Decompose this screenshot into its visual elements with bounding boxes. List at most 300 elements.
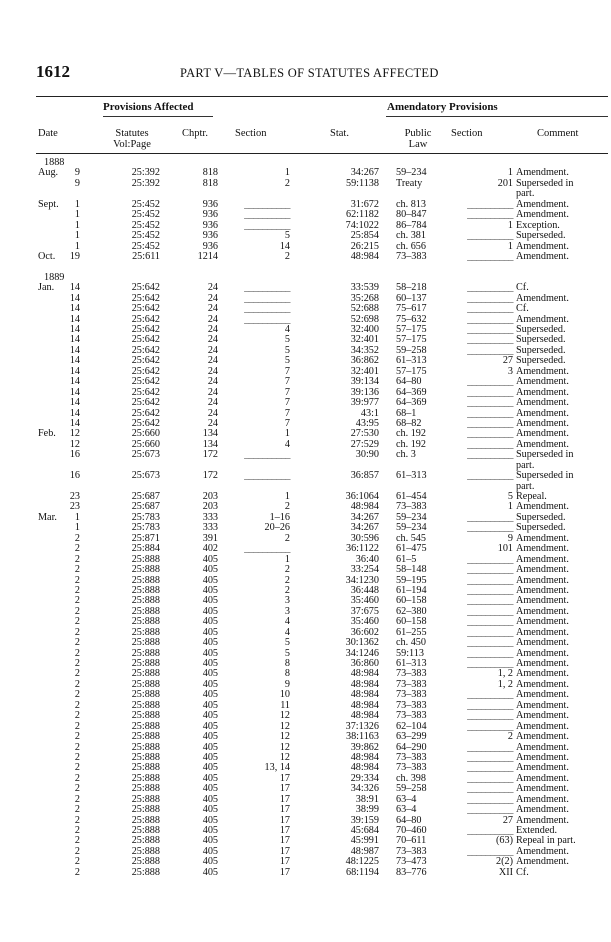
chapter-cell: 24 bbox=[207, 417, 218, 429]
section-cell: 7 bbox=[284, 417, 290, 429]
public-law-cell: 73–383 bbox=[396, 710, 427, 722]
month-cell: Sept. bbox=[38, 198, 59, 210]
stat-cell: 43:1 bbox=[360, 407, 379, 419]
section2-cell: __________ bbox=[467, 250, 513, 262]
comment-cell: Amendment. bbox=[516, 501, 569, 513]
table-row bbox=[0, 231, 611, 241]
section-cell: 11 bbox=[280, 699, 290, 711]
comment-cell: Amendment. bbox=[516, 376, 569, 388]
comment-cell: Amendment. bbox=[516, 658, 569, 669]
statutes-cell: 25:642 bbox=[131, 303, 160, 315]
col-public-law-label: Public bbox=[404, 128, 432, 139]
statutes-cell: 25:888 bbox=[131, 699, 160, 711]
section-cell: 17 bbox=[279, 856, 290, 868]
comment-cell: Amendment. bbox=[516, 626, 569, 638]
section-cell: __________ bbox=[244, 449, 290, 461]
day-cell: 9 bbox=[74, 167, 80, 179]
stat-cell: 48:984 bbox=[350, 751, 379, 763]
section2-cell: 27 bbox=[502, 814, 513, 826]
section2-cell: __________ bbox=[467, 689, 513, 701]
comment-cell: Superseded in bbox=[516, 449, 574, 461]
chapter-cell: 402 bbox=[202, 543, 218, 555]
section2-cell: __________ bbox=[467, 595, 513, 607]
comment-cell: Amendment. bbox=[516, 845, 569, 857]
col-stat: Stat. bbox=[330, 128, 349, 139]
section-cell: 3 bbox=[284, 595, 290, 607]
statutes-cell: 25:642 bbox=[131, 397, 160, 409]
day-cell: 2 bbox=[74, 678, 80, 690]
section-cell: 17 bbox=[279, 793, 290, 805]
statutes-table-body bbox=[0, 158, 611, 878]
section-cell: 3 bbox=[284, 605, 290, 617]
statutes-cell: 25:888 bbox=[131, 658, 160, 669]
statutes-cell: 25:888 bbox=[131, 574, 160, 586]
comment-cell: Amendment. bbox=[516, 250, 569, 262]
section2-cell: __________ bbox=[467, 647, 513, 659]
section-cell: 4 bbox=[284, 626, 290, 638]
section-cell: 7 bbox=[284, 365, 290, 377]
section-cell: __________ bbox=[244, 303, 290, 315]
day-cell: 2 bbox=[74, 710, 80, 722]
chapter-cell: 203 bbox=[202, 491, 218, 502]
public-law-cell: ch. 192 bbox=[396, 428, 426, 440]
section2-cell: __________ bbox=[467, 303, 513, 315]
section-cell: 1 bbox=[284, 553, 290, 565]
section2-cell: 2 bbox=[507, 731, 513, 743]
public-law-cell: 75–632 bbox=[396, 313, 427, 325]
day-cell: 2 bbox=[74, 626, 80, 638]
section2-cell: __________ bbox=[467, 438, 513, 450]
comment-cell: Amendment. bbox=[516, 731, 569, 743]
day-cell: 14 bbox=[69, 407, 80, 419]
section-cell: 2 bbox=[284, 532, 290, 544]
public-law-cell: 60–158 bbox=[396, 595, 427, 607]
section2-cell: 1, 2 bbox=[497, 668, 513, 680]
stat-cell: 43:95 bbox=[355, 417, 379, 429]
comment-cell: Amendment. bbox=[516, 710, 569, 722]
statutes-cell: 25:888 bbox=[131, 678, 160, 690]
day-cell: 2 bbox=[74, 772, 80, 784]
comment-cell: Amendment. bbox=[516, 772, 569, 784]
section2-cell: 1 bbox=[507, 501, 513, 513]
public-law-cell: 61–255 bbox=[396, 626, 427, 638]
public-law-cell: 60–137 bbox=[396, 292, 427, 304]
day-cell: 1 bbox=[74, 230, 80, 242]
day-cell: 14 bbox=[69, 303, 80, 315]
section2-cell: __________ bbox=[467, 522, 513, 534]
stat-cell: 48:984 bbox=[350, 668, 379, 680]
chapter-cell: 405 bbox=[202, 637, 218, 649]
table-row bbox=[0, 304, 611, 314]
public-law-cell: 61–5 bbox=[396, 553, 417, 565]
comment-cell: Amendment. bbox=[516, 209, 569, 221]
stat-cell: 37:1326 bbox=[345, 720, 379, 732]
stat-cell: 39:159 bbox=[350, 814, 379, 826]
section2-cell: __________ bbox=[467, 209, 513, 221]
comment-cell: Amendment. bbox=[516, 553, 569, 565]
comment-cell: Superseded. bbox=[516, 324, 566, 335]
comment-cell: Superseded. bbox=[516, 355, 566, 367]
comment-cell: Amendment. bbox=[516, 532, 569, 544]
statutes-cell: 25:673 bbox=[131, 449, 160, 461]
section2-cell: (63) bbox=[496, 835, 513, 847]
statutes-cell: 25:888 bbox=[131, 741, 160, 753]
public-law-cell: 63–4 bbox=[396, 804, 417, 816]
chapter-cell: 936 bbox=[202, 209, 218, 221]
month-cell: Feb. bbox=[38, 428, 56, 440]
public-law-cell: 61–313 bbox=[396, 355, 427, 367]
day-cell: 2 bbox=[74, 825, 80, 836]
section2-cell: __________ bbox=[467, 584, 513, 596]
day-cell: 14 bbox=[69, 324, 80, 335]
chapter-cell: 405 bbox=[202, 783, 218, 795]
statutes-cell: 25:687 bbox=[131, 501, 160, 513]
public-law-cell: 68–82 bbox=[396, 417, 422, 429]
chapter-cell: 405 bbox=[202, 762, 218, 774]
public-law-cell: 73–383 bbox=[396, 689, 427, 701]
section-cell: 2 bbox=[284, 584, 290, 596]
section-cell: 12 bbox=[279, 720, 290, 732]
day-cell: 2 bbox=[74, 793, 80, 805]
day-cell: 12 bbox=[69, 438, 80, 450]
stat-cell: 32:400 bbox=[350, 324, 379, 335]
section2-cell: 1 bbox=[507, 240, 513, 252]
public-law-cell: 83–776 bbox=[396, 866, 427, 878]
table-row bbox=[0, 638, 611, 648]
col-statutes-label: Statutes bbox=[115, 128, 149, 139]
chapter-cell: 405 bbox=[202, 772, 218, 784]
stat-cell: 36:1122 bbox=[345, 543, 379, 555]
section2-cell: __________ bbox=[467, 470, 513, 482]
statutes-cell: 25:642 bbox=[131, 282, 160, 294]
stat-cell: 33:254 bbox=[350, 564, 379, 576]
day-cell: 14 bbox=[69, 292, 80, 304]
chapter-cell: 24 bbox=[207, 397, 218, 409]
public-law-cell: 73–383 bbox=[396, 845, 427, 857]
public-law-cell: 58–218 bbox=[396, 282, 427, 294]
statutes-cell: 25:888 bbox=[131, 595, 160, 607]
chapter-cell: 405 bbox=[202, 856, 218, 868]
day-cell: 2 bbox=[74, 543, 80, 555]
statutes-cell: 25:884 bbox=[131, 543, 160, 555]
chapter-cell: 405 bbox=[202, 731, 218, 743]
comment-cell: Amendment. bbox=[516, 407, 569, 419]
public-law-cell: 73–383 bbox=[396, 751, 427, 763]
day-cell: 14 bbox=[69, 417, 80, 429]
col-public-law bbox=[398, 128, 438, 150]
section2-cell: __________ bbox=[467, 720, 513, 732]
comment-cell: Amendment. bbox=[516, 167, 569, 179]
section-cell: 13, 14 bbox=[264, 762, 290, 774]
comment-cell: Amendment. bbox=[516, 198, 569, 210]
stat-cell: 34:267 bbox=[350, 167, 379, 179]
comment-cell: Amendment. bbox=[516, 564, 569, 576]
stat-cell: 39:977 bbox=[350, 397, 379, 409]
statutes-cell: 25:888 bbox=[131, 731, 160, 743]
day-cell: 1 bbox=[74, 209, 80, 221]
comment-cell: Amendment. bbox=[516, 605, 569, 617]
stat-cell: 27:530 bbox=[350, 428, 379, 440]
page-title: PART V—TABLES OF STATUTES AFFECTED bbox=[180, 66, 439, 80]
comment-cell: Cf. bbox=[516, 282, 529, 294]
chapter-cell: 24 bbox=[207, 365, 218, 377]
stat-cell: 36:40 bbox=[355, 553, 379, 565]
section-cell: 4 bbox=[284, 616, 290, 628]
section2-cell: __________ bbox=[467, 783, 513, 795]
stat-cell: 36:448 bbox=[350, 584, 379, 596]
stat-cell: 30:90 bbox=[355, 449, 379, 461]
statutes-cell: 25:888 bbox=[131, 825, 160, 836]
public-law-cell: 73–383 bbox=[396, 250, 427, 262]
comment-cell: Superseded. bbox=[516, 344, 566, 356]
day-cell: 14 bbox=[69, 334, 80, 346]
section2-cell: __________ bbox=[467, 397, 513, 409]
public-law-cell: 59–258 bbox=[396, 783, 427, 795]
comment-cell: Amendment. bbox=[516, 637, 569, 649]
chapter-cell: 391 bbox=[202, 532, 218, 544]
chapter-cell: 405 bbox=[202, 647, 218, 659]
section-cell: __________ bbox=[244, 313, 290, 325]
public-law-cell: ch. 656 bbox=[396, 240, 426, 252]
stat-cell: 39:136 bbox=[350, 386, 379, 398]
day-cell: 2 bbox=[74, 616, 80, 628]
section-cell: 17 bbox=[279, 835, 290, 847]
day-cell: 14 bbox=[69, 282, 80, 294]
public-law-cell: 57–175 bbox=[396, 365, 427, 377]
chapter-cell: 24 bbox=[207, 407, 218, 419]
statutes-cell: 25:888 bbox=[131, 845, 160, 857]
section2-cell: __________ bbox=[467, 741, 513, 753]
stat-cell: 36:862 bbox=[350, 355, 379, 367]
comment-cell: Amendment. bbox=[516, 438, 569, 450]
table-row bbox=[0, 805, 611, 815]
chapter-cell: 405 bbox=[202, 825, 218, 836]
section2-cell: __________ bbox=[467, 616, 513, 628]
comment-cell: Superseded. bbox=[516, 511, 566, 523]
public-law-cell: 61–454 bbox=[396, 491, 427, 502]
section2-cell: __________ bbox=[467, 637, 513, 649]
section2-cell: __________ bbox=[467, 198, 513, 210]
stat-cell: 39:862 bbox=[350, 741, 379, 753]
section2-cell: __________ bbox=[467, 626, 513, 638]
stat-cell: 34:1230 bbox=[345, 574, 379, 586]
comment-cell: Repeal in part. bbox=[516, 835, 576, 847]
section2-cell: __________ bbox=[467, 772, 513, 784]
public-law-cell: 59–234 bbox=[396, 522, 427, 534]
section-cell: 7 bbox=[284, 397, 290, 409]
section2-cell: __________ bbox=[467, 334, 513, 346]
section-cell: 4 bbox=[284, 438, 290, 450]
stat-cell: 25:854 bbox=[350, 230, 379, 242]
stat-cell: 31:672 bbox=[350, 198, 379, 210]
public-law-cell: 61–475 bbox=[396, 543, 427, 555]
stat-cell: 48:987 bbox=[350, 845, 379, 857]
statutes-cell: 25:871 bbox=[131, 532, 160, 544]
comment-cell: Amendment. bbox=[516, 365, 569, 377]
public-law-cell: 64–80 bbox=[396, 376, 422, 388]
day-cell: 1 bbox=[74, 511, 80, 523]
public-law-cell: 57–175 bbox=[396, 334, 427, 346]
section2-cell: __________ bbox=[467, 825, 513, 836]
day-cell: 2 bbox=[74, 658, 80, 669]
month-cell: Aug. bbox=[38, 167, 59, 179]
section-cell: 5 bbox=[284, 230, 290, 242]
public-law-cell: 75–617 bbox=[396, 303, 427, 315]
comment-cell: Amendment. bbox=[516, 804, 569, 816]
stat-cell: 34:326 bbox=[350, 783, 379, 795]
chapter-cell: 405 bbox=[202, 678, 218, 690]
comment-cell: Amendment. bbox=[516, 397, 569, 409]
col-statutes-sub: Vol:Page bbox=[113, 139, 151, 150]
section2-cell: __________ bbox=[467, 313, 513, 325]
comment-cell: Amendment. bbox=[516, 240, 569, 252]
stat-cell: 48:984 bbox=[350, 699, 379, 711]
day-cell: 2 bbox=[74, 845, 80, 857]
section2-cell: __________ bbox=[467, 762, 513, 774]
table-row bbox=[0, 565, 611, 575]
public-law-cell: Treaty bbox=[396, 177, 423, 189]
statutes-cell: 25:888 bbox=[131, 751, 160, 763]
section2-cell: __________ bbox=[467, 344, 513, 356]
statutes-cell: 25:392 bbox=[131, 167, 160, 179]
stat-cell: 68:1194 bbox=[345, 866, 379, 878]
stat-cell: 26:215 bbox=[350, 240, 379, 252]
day-cell: 23 bbox=[69, 491, 80, 502]
comment-cell: Amendment. bbox=[516, 386, 569, 398]
statutes-cell: 25:888 bbox=[131, 564, 160, 576]
stat-cell: 36:602 bbox=[350, 626, 379, 638]
col-date: Date bbox=[38, 128, 58, 139]
comment-cell: Amendment. bbox=[516, 751, 569, 763]
statutes-cell: 25:642 bbox=[131, 355, 160, 367]
comment-cell: Amendment. bbox=[516, 292, 569, 304]
section-cell: 2 bbox=[284, 177, 290, 189]
section-cell: 17 bbox=[279, 772, 290, 784]
comment-cell: Amendment. bbox=[516, 762, 569, 774]
section-cell: 7 bbox=[284, 376, 290, 388]
statutes-cell: 25:888 bbox=[131, 866, 160, 878]
section2-cell: __________ bbox=[467, 376, 513, 388]
statutes-cell: 25:888 bbox=[131, 647, 160, 659]
public-law-cell: 73–383 bbox=[396, 678, 427, 690]
day-cell: 2 bbox=[74, 856, 80, 868]
comment-cell: Amendment. bbox=[516, 417, 569, 429]
public-law-cell: 61–194 bbox=[396, 584, 427, 596]
stat-cell: 62:1182 bbox=[345, 209, 379, 221]
statutes-cell: 25:888 bbox=[131, 689, 160, 701]
public-law-cell: 59–258 bbox=[396, 344, 427, 356]
statutes-cell: 25:642 bbox=[131, 334, 160, 346]
day-cell: 16 bbox=[69, 449, 80, 461]
section2-cell: 1 bbox=[507, 167, 513, 179]
chapter-cell: 405 bbox=[202, 866, 218, 878]
statutes-cell: 25:642 bbox=[131, 365, 160, 377]
statutes-cell: 25:888 bbox=[131, 626, 160, 638]
section-cell: 1–16 bbox=[269, 511, 290, 523]
public-law-cell: 62–380 bbox=[396, 605, 427, 617]
stat-cell: 48:984 bbox=[350, 762, 379, 774]
comment-cell: Amendment. bbox=[516, 793, 569, 805]
chapter-cell: 24 bbox=[207, 303, 218, 315]
public-law-cell: ch. 398 bbox=[396, 772, 426, 784]
section2-cell: 3 bbox=[507, 365, 513, 377]
day-cell: 2 bbox=[74, 804, 80, 816]
statutes-cell: 25:660 bbox=[131, 428, 160, 440]
public-law-cell: 68–1 bbox=[396, 407, 417, 419]
public-law-cell: 60–158 bbox=[396, 616, 427, 628]
stat-cell: 48:984 bbox=[350, 710, 379, 722]
public-law-cell: 73–383 bbox=[396, 668, 427, 680]
col-section-2: Section bbox=[451, 128, 483, 139]
section-cell: 5 bbox=[284, 637, 290, 649]
section-cell: 17 bbox=[279, 866, 290, 878]
section-cell: 14 bbox=[279, 240, 290, 252]
stat-cell: 45:684 bbox=[350, 825, 379, 836]
stat-cell: 34:1246 bbox=[345, 647, 379, 659]
stat-cell: 39:134 bbox=[350, 376, 379, 388]
section2-cell: __________ bbox=[467, 386, 513, 398]
public-law-cell: 58–148 bbox=[396, 564, 427, 576]
statutes-cell: 25:642 bbox=[131, 313, 160, 325]
chapter-cell: 405 bbox=[202, 658, 218, 669]
section-cell: __________ bbox=[244, 198, 290, 210]
section-cell: __________ bbox=[244, 292, 290, 304]
chapter-cell: 405 bbox=[202, 595, 218, 607]
comment-cell: Amendment. bbox=[516, 741, 569, 753]
stat-cell: 48:984 bbox=[350, 678, 379, 690]
statutes-cell: 25:611 bbox=[132, 250, 160, 262]
statutes-cell: 25:642 bbox=[131, 344, 160, 356]
section2-cell: __________ bbox=[467, 428, 513, 440]
section2-cell: __________ bbox=[467, 699, 513, 711]
comment-cell: Amendment. bbox=[516, 720, 569, 732]
chapter-cell: 936 bbox=[202, 219, 218, 231]
chapter-cell: 405 bbox=[202, 553, 218, 565]
group-amendatory-provisions: Amendatory Provisions bbox=[387, 101, 498, 113]
public-law-cell: 64–369 bbox=[396, 397, 427, 409]
year-label: 1889 bbox=[44, 271, 65, 283]
section-cell: 7 bbox=[284, 407, 290, 419]
comment-cell: part. bbox=[516, 188, 535, 200]
comment-cell: Superseded. bbox=[516, 522, 566, 534]
public-law-cell: 86–784 bbox=[396, 219, 427, 231]
statutes-cell: 25:687 bbox=[131, 491, 160, 502]
public-law-cell: ch. 813 bbox=[396, 198, 426, 210]
public-law-cell: 64–369 bbox=[396, 386, 427, 398]
stat-cell: 35:268 bbox=[350, 292, 379, 304]
chapter-cell: 405 bbox=[202, 814, 218, 826]
public-law-cell: 62–104 bbox=[396, 720, 427, 732]
statutes-cell: 25:888 bbox=[131, 710, 160, 722]
section2-cell: __________ bbox=[467, 751, 513, 763]
chapter-cell: 24 bbox=[207, 324, 218, 335]
section-cell: 12 bbox=[279, 741, 290, 753]
public-law-cell: 73–383 bbox=[396, 762, 427, 774]
section-cell: 9 bbox=[284, 678, 290, 690]
statutes-cell: 25:673 bbox=[131, 470, 160, 482]
stat-cell: 48:984 bbox=[350, 501, 379, 513]
day-cell: 2 bbox=[74, 835, 80, 847]
statutes-cell: 25:642 bbox=[131, 292, 160, 304]
section-cell: 2 bbox=[284, 250, 290, 262]
section2-cell: __________ bbox=[467, 292, 513, 304]
section-cell: 2 bbox=[284, 564, 290, 576]
statutes-cell: 25:888 bbox=[131, 783, 160, 795]
section-cell: 2 bbox=[284, 574, 290, 586]
chapter-cell: 405 bbox=[202, 835, 218, 847]
header-rule bbox=[36, 153, 608, 154]
stat-cell: 37:675 bbox=[350, 605, 379, 617]
